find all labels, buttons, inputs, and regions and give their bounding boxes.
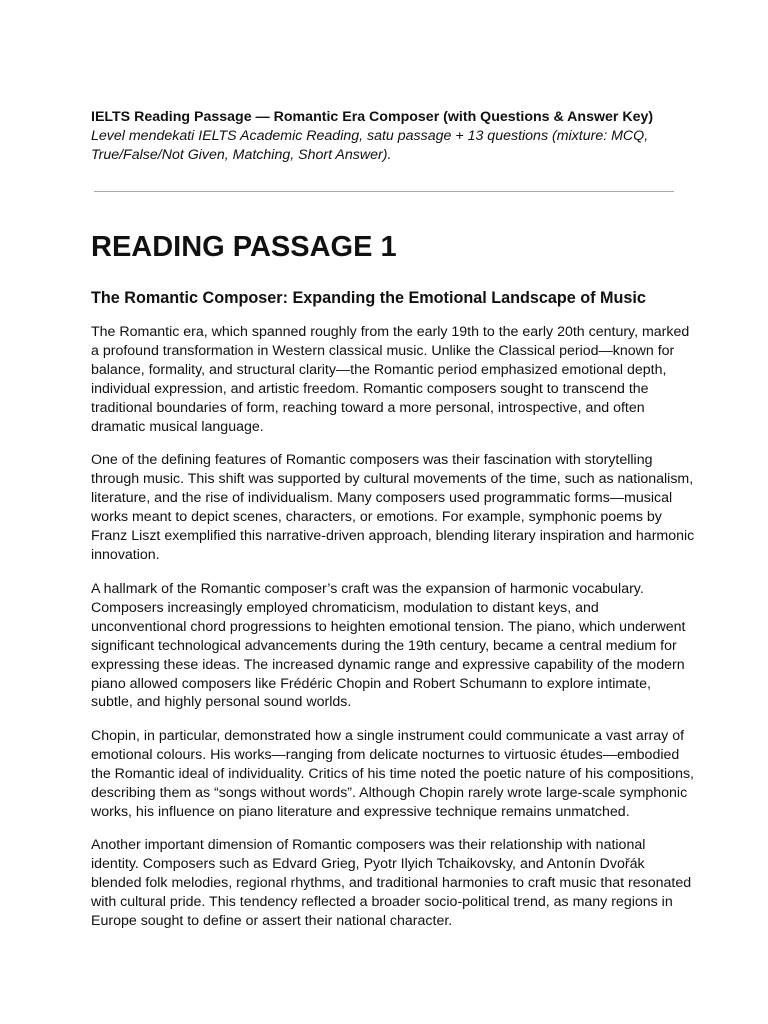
paragraph-line: Another important dimension of Romantic composers was their relationship with national	[91, 837, 646, 853]
paragraph-line: a profound transformation in Western classical music. Unlike the Classical period—known for	[91, 342, 675, 359]
paragraph-line: individual expression, and artistic freedom. Romantic composers sought to transcend the	[91, 380, 649, 397]
passage-title: The Romantic Composer: Expanding the Emotional Landscape of Music	[91, 289, 646, 307]
paragraph-line: Chopin, in particular, demonstrated how a single instrument could communicate a vast array of	[91, 728, 685, 744]
paragraph-3	[91, 580, 691, 712]
paragraph-line: works, his influence on piano literature and expressive technique remains unmatched.	[91, 803, 630, 820]
paragraph-line: blended folk melodies, regional rhythms, and traditional harmonies to craft music that resonated	[91, 874, 692, 891]
paragraph-line: traditional boundaries of form, reaching toward a more personal, introspective, and often	[91, 399, 645, 416]
paragraph-line: significant technological advancements during the 19th century, became a central medium for	[91, 637, 677, 654]
paragraph-line: piano allowed composers like Frédéric Chopin and Robert Schumann to explore intimate,	[91, 675, 651, 692]
paragraph-line: Europe sought to define or assert their national character.	[91, 912, 453, 929]
paragraph-line: describing them as “songs without words”. Although Chopin rarely wrote large-scale symphonic	[91, 784, 688, 801]
paragraph-2	[91, 451, 695, 564]
paragraph-1	[91, 323, 691, 436]
paragraph-line: One of the defining features of Romantic composers was their fascination with storytelling	[91, 452, 653, 468]
paragraph-line: Franz Liszt exemplified this narrative-driven approach, blending literary inspiration and harmonic	[91, 527, 695, 544]
passage-heading: READING PASSAGE 1	[91, 231, 397, 263]
paragraph-line: identity. Composers such as Edvard Grieg, Pyotr Ilyich Tchaikovsky, and Antonín Dvořák	[91, 855, 645, 872]
subtitle-line: Level mendekati IELTS Academic Reading, satu passage + 13 questions (mixture: MCQ,	[91, 128, 649, 144]
paragraph-line: dramatic musical language.	[91, 418, 264, 435]
document-title: IELTS Reading Passage — Romantic Era Composer (with Questions & Answer Key)	[91, 109, 654, 125]
paragraph-line: subtle, and highly personal sound worlds.	[91, 694, 352, 711]
paragraph-line: unconventional chord progressions to heighten emotional tension. The piano, which underwent	[91, 618, 686, 635]
paragraph-line: with cultural pride. This tendency reflected a broader socio-political trend, as many regions in	[91, 893, 673, 910]
paragraph-line: Composers increasingly employed chromaticism, modulation to distant keys, and	[91, 599, 599, 616]
paragraph-line: works meant to depict scenes, characters, or emotions. For example, symphonic poems by	[91, 508, 662, 525]
paragraph-line: The Romantic era, which spanned roughly from the early 19th to the early 20th century, marked	[91, 324, 690, 340]
paragraph-line: the Romantic ideal of individuality. Critics of his time noted the poetic nature of his compositions,	[91, 765, 695, 782]
paragraph-line: through music. This shift was supported by cultural movements of the time, such as nationalism,	[91, 470, 694, 487]
paragraph-line: expressing these ideas. The increased dynamic range and expressive capability of the modern	[91, 656, 685, 673]
paragraph-line: emotional colours. His works—ranging from delicate nocturnes to virtuosic études—embodied	[91, 746, 680, 763]
paragraph-line: innovation.	[91, 546, 160, 563]
horizontal-divider	[94, 191, 674, 192]
paragraph-line: literature, and the rise of individualism. Many composers used programmatic forms—musical	[91, 489, 673, 506]
subtitle-line: True/False/Not Given, Matching, Short Answer).	[91, 147, 392, 163]
paragraph-5	[91, 836, 691, 931]
document-subtitle	[91, 127, 691, 165]
paragraph-4	[91, 727, 695, 822]
paragraph-line: A hallmark of the Romantic composer’s craft was the expansion of harmonic vocabulary.	[91, 581, 644, 597]
paragraph-line: balance, formality, and structural clarity—the Romantic period emphasized emotional depth,	[91, 361, 667, 378]
